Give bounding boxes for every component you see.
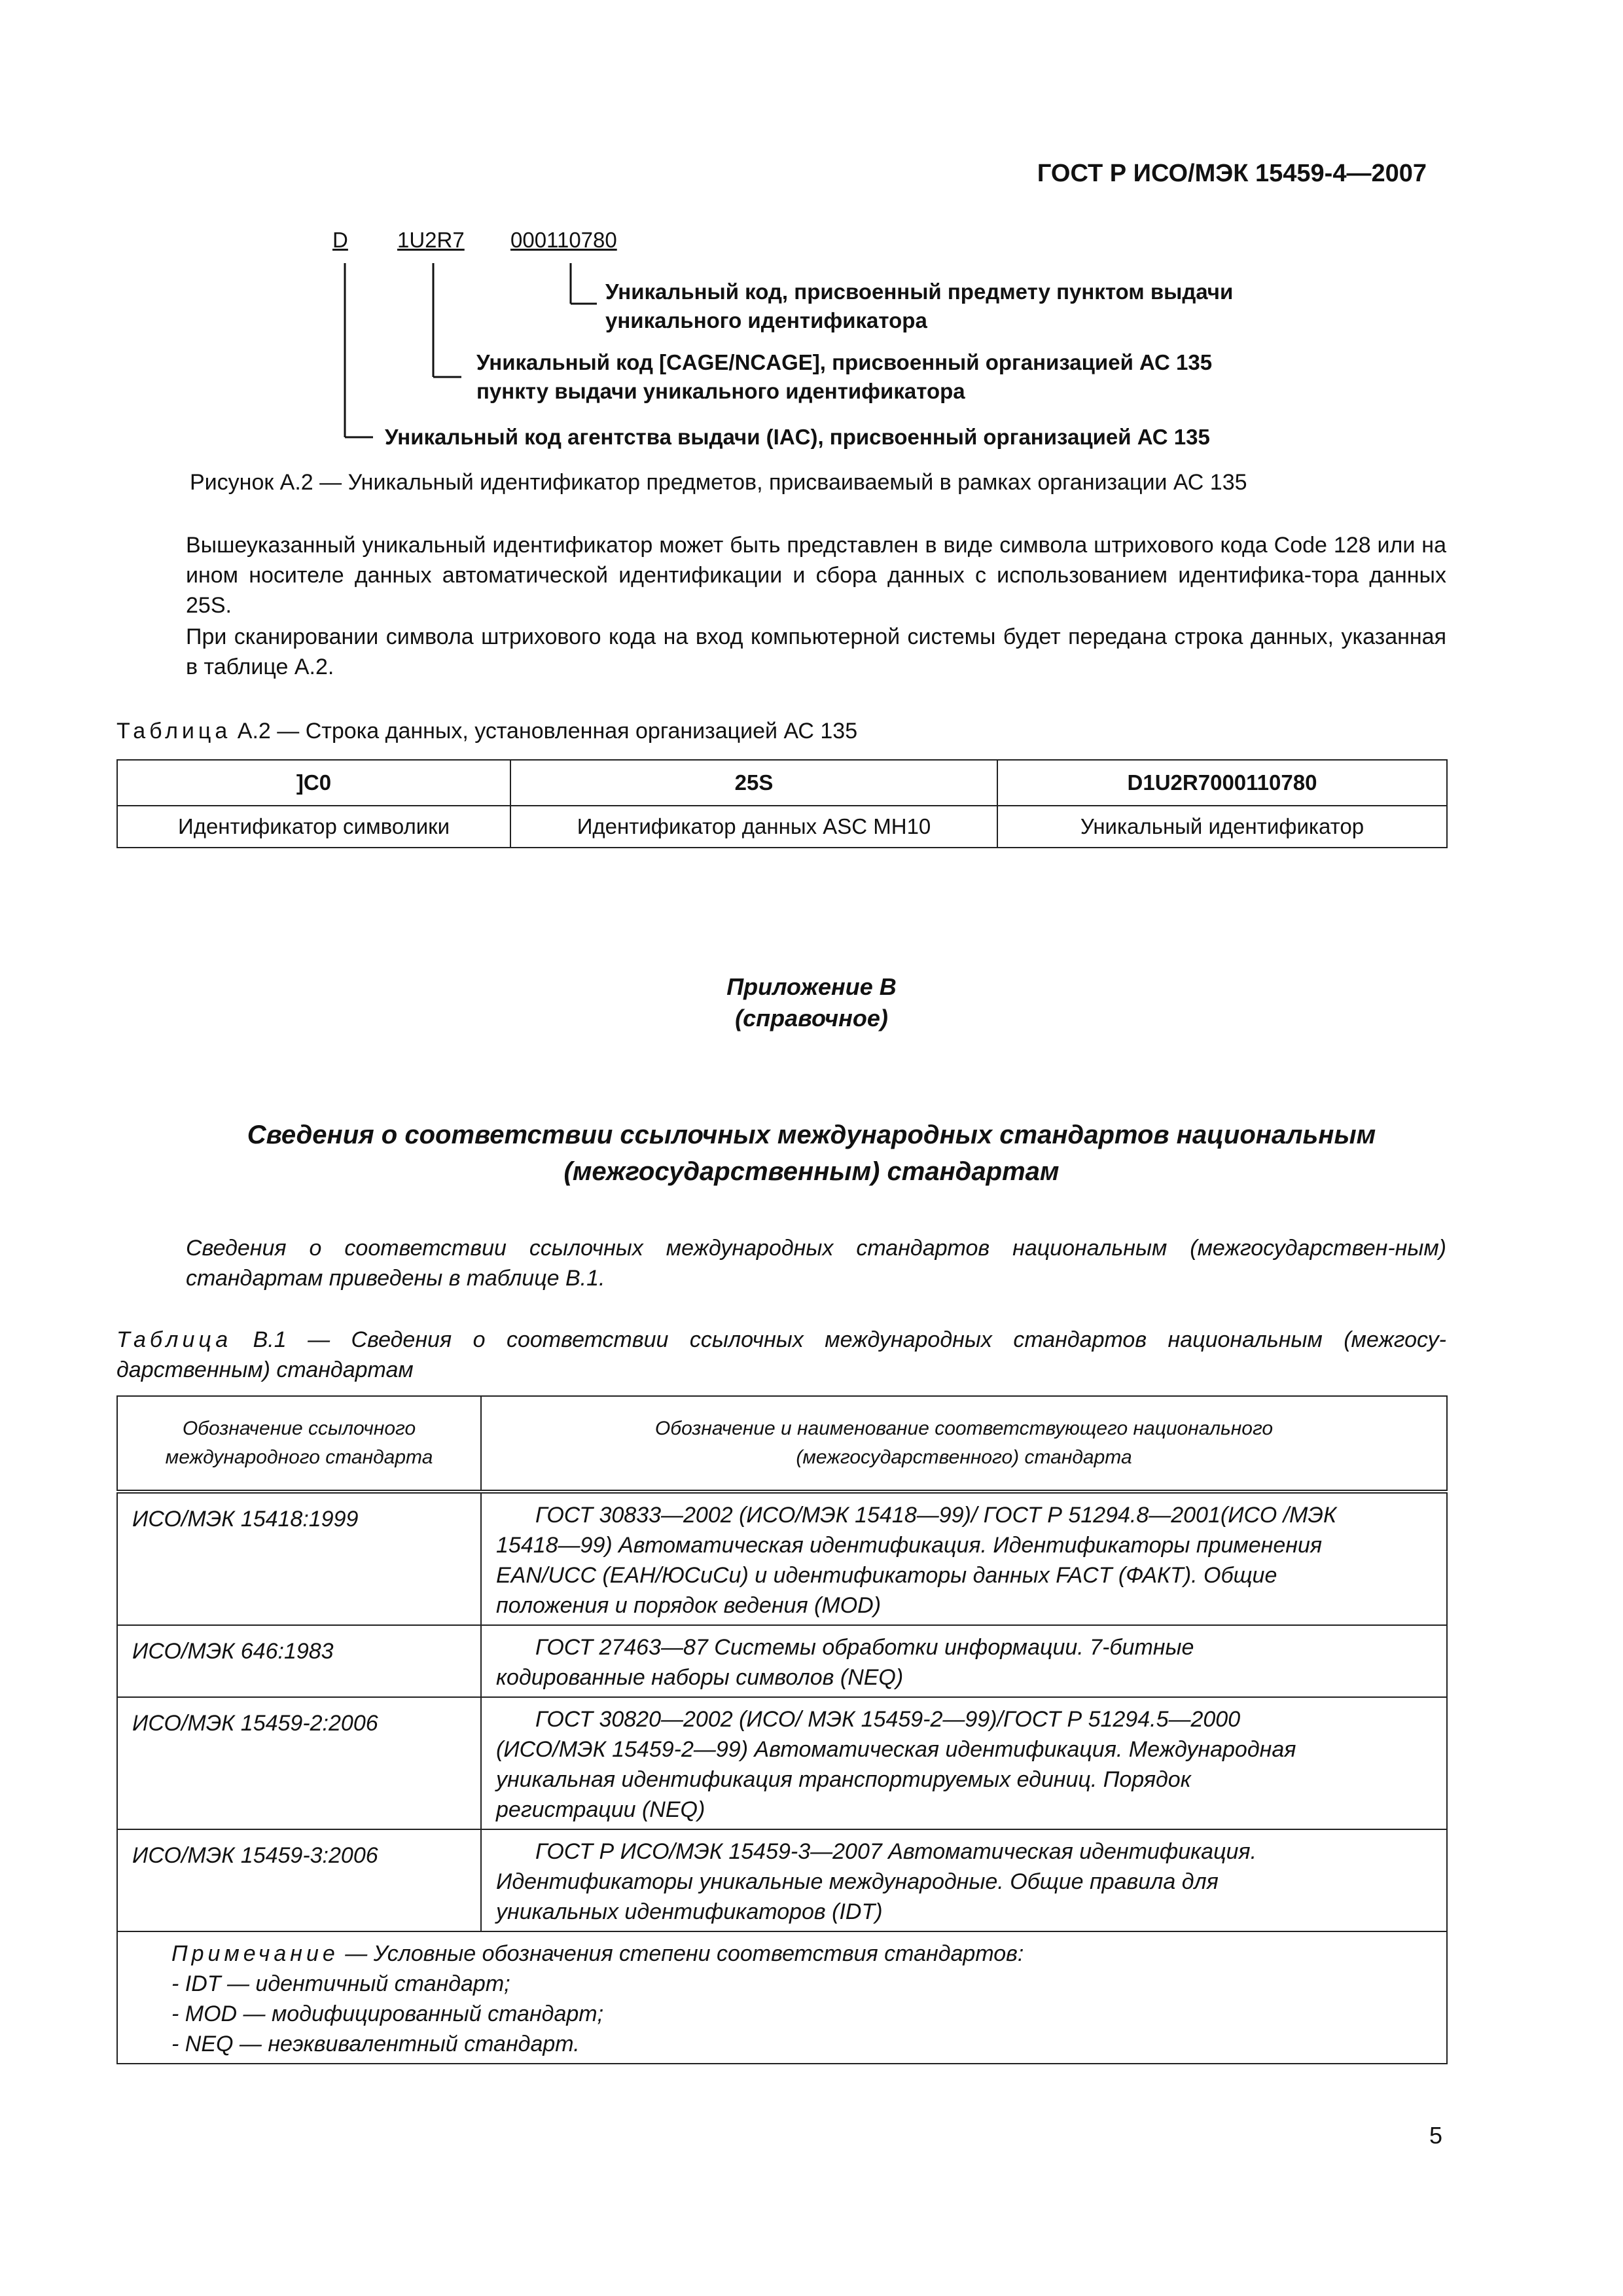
code-serial: 000110780 bbox=[510, 228, 617, 252]
table-cell: ГОСТ 27463—87 Системы обработки информации. 7-битные кодированные наборы символов (NEQ) bbox=[481, 1625, 1447, 1697]
document-number-header: ГОСТ Р ИСО/МЭК 15459-4—2007 bbox=[1037, 160, 1427, 187]
table-row bbox=[117, 1697, 1447, 1829]
table-b1-header-row bbox=[117, 1396, 1447, 1492]
table-cell: ГОСТ 30820—2002 (ИСО/ МЭК 15459-2—99)/ГОСТ Р 51294.5—2000 (ИСО/МЭК 15459-2—99) Автоматическая идентификация. Международная уникальная идентификация транспортируемых единиц. Порядок регистрации (NEQ) bbox=[481, 1697, 1447, 1829]
paragraph-code128: Вышеуказанный уникальный идентификатор может быть представлен в виде символа штрихового кода Code 128 или на ином носителе данных автоматической идентификации и сбора данных с использованием идентифика-тора данных 25S. bbox=[186, 533, 1446, 618]
table-note-row bbox=[117, 1931, 1447, 2064]
table-cell: 25S bbox=[510, 760, 997, 806]
figure-label-cage: Уникальный код [CAGE/NCAGE], присвоенный организацией АС 135 пункту выдачи уникального идентификатора bbox=[476, 350, 1213, 403]
table-a2 bbox=[116, 759, 1448, 848]
appendix-heading: Приложение В (справочное) bbox=[726, 973, 897, 1031]
table-a2-data-row bbox=[117, 806, 1447, 848]
table-b1-title: Таблица В.1 — Сведения о соответствии ссылочных международных стандартов национальным (межгосу-дарственным) стандартам bbox=[116, 1327, 1446, 1382]
figure-label-iac: Уникальный код агентства выдачи (IAC), присвоенный организацией АС 135 bbox=[385, 425, 1210, 449]
table-header-cell: Обозначение и наименование соответствующего национального (межгосударственного) стандарта bbox=[481, 1396, 1447, 1492]
paragraph-intro: Сведения о соответствии ссылочных международных стандартов национальным (межгосударствен-ным) стандартам приведены в таблице В.1. bbox=[186, 1236, 1446, 1291]
figure-label-serial: Уникальный код, присвоенный предмету пунктом выдачи уникального идентификатора bbox=[605, 279, 1234, 332]
table-cell: Уникальный идентификатор bbox=[997, 806, 1447, 848]
table-header-cell: Обозначение ссылочного международного стандарта bbox=[117, 1396, 481, 1492]
table-cell: ]C0 bbox=[117, 760, 510, 806]
code-iac: D bbox=[332, 228, 348, 252]
table-cell: ИСО/МЭК 15459-3:2006 bbox=[117, 1829, 481, 1931]
table-cell: D1U2R7000110780 bbox=[997, 760, 1447, 806]
paragraph-scanning: При сканировании символа штрихового кода на вход компьютерной системы будет передана строка данных, указанная в таблице А.2. bbox=[186, 624, 1446, 679]
table-row bbox=[117, 1625, 1447, 1697]
table-cell: ГОСТ 30833—2002 (ИСО/МЭК 15418—99)/ ГОСТ Р 51294.8—2001(ИСО /МЭК 15418—99) Автоматическая идентификация. Идентификаторы применения EAN/UCC (ЕАН/ЮСиСи) и идентификаторы данных FACT (ФАКТ). Общие положения и порядок ведения (MOD) bbox=[481, 1492, 1447, 1625]
table-row bbox=[117, 1492, 1447, 1625]
table-b1 bbox=[116, 1395, 1448, 2064]
figure-caption: Рисунок А.2 — Уникальный идентификатор предметов, присваиваемый в рамках организации АС 135 bbox=[190, 470, 1247, 495]
table-a2-header-row bbox=[117, 760, 1447, 806]
code-cage: 1U2R7 bbox=[397, 228, 465, 252]
figure-a2 bbox=[0, 0, 1623, 458]
table-cell: Идентификатор символики bbox=[117, 806, 510, 848]
table-cell: Идентификатор данных ASC MH10 bbox=[510, 806, 997, 848]
table-cell: ИСО/МЭК 15418:1999 bbox=[117, 1492, 481, 1625]
table-row bbox=[117, 1829, 1447, 1931]
table-cell: ГОСТ Р ИСО/МЭК 15459-3—2007 Автоматическая идентификация. Идентификаторы уникальные международные. Общие правила для уникальных идентификаторов (IDT) bbox=[481, 1829, 1447, 1931]
table-note: Примечание — Условные обозначения степени соответствия стандартов: - IDT — идентичный стандарт; - MOD — модифицированный стандарт; - NEQ — неэквивалентный стандарт. bbox=[117, 1931, 1447, 2064]
table-cell: ИСО/МЭК 15459-2:2006 bbox=[117, 1697, 481, 1829]
table-cell: ИСО/МЭК 646:1983 bbox=[117, 1625, 481, 1697]
page-number: 5 bbox=[1429, 2122, 1442, 2149]
section-title: Сведения о соответствии ссылочных международных стандартов национальным (межгосударственным) стандартам bbox=[247, 1121, 1376, 1186]
table-a2-title: Таблица А.2 — Строка данных, установленная организацией АС 135 bbox=[116, 719, 858, 744]
